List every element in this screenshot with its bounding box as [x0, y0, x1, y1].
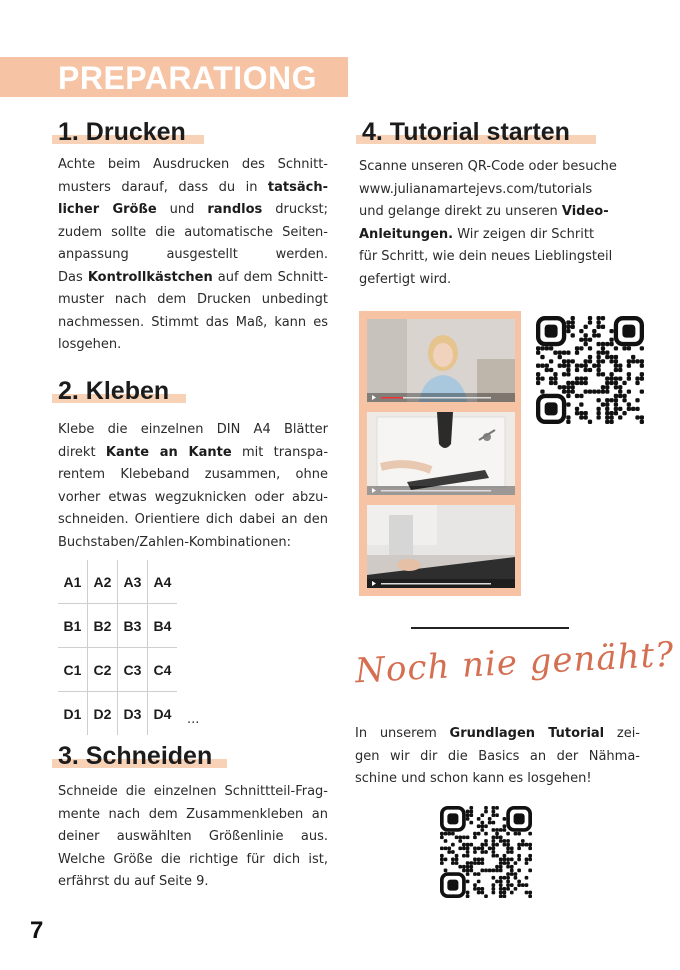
grid-cell: D4	[148, 692, 178, 736]
grid-cell: A4	[148, 560, 178, 604]
text-line: Buchstaben/Zahlen-Kombinationen:	[58, 534, 291, 550]
text-kleben	[58, 419, 328, 554]
text-line: direkt Kante an Kante mit transpa-	[58, 444, 329, 460]
grid-cell: C1	[58, 648, 88, 692]
text-drucken	[58, 154, 328, 357]
grid-cell: B2	[88, 604, 118, 648]
grid-cell: B1	[58, 604, 88, 648]
text-line: muster nach dem Drucken unbedingt	[58, 292, 328, 307]
grid-cell: D1	[58, 692, 88, 736]
page-number: 7	[30, 917, 44, 944]
text-line: erfährst du auf Seite 9.	[58, 874, 209, 889]
text-line: und gelange direkt zu unseren Video-	[359, 204, 609, 219]
text-line: rentem Klebeband zusammen, ohne	[58, 467, 328, 482]
text-line: mente nach dem Zusammenkleben an	[58, 806, 328, 822]
text-line: gen wir dir die Basics an der Nähma-	[355, 748, 640, 764]
text-basics	[355, 723, 640, 791]
text-line: vorher etwas wegzuknicken oder abzu-	[58, 489, 328, 505]
text-line: Klebe die einzelnen DIN A4 Blätter	[58, 422, 328, 437]
heading-kleben: 2. Kleben	[58, 377, 169, 406]
grid-cell: C2	[88, 648, 118, 692]
text-line: Schneide die einzelnen Schnittteil-Frag-	[58, 784, 328, 799]
text-line: losgehen.	[58, 337, 122, 352]
text-line: schneiden. Orientiere dich dabei an den	[58, 512, 328, 527]
text-line: nachmessen. Stimmt das Maß, kann es	[58, 314, 328, 330]
text-line: zudem sollte die automatische Seiten-	[58, 224, 328, 240]
grid-cell: D3	[118, 692, 148, 736]
text-line: Das Kontrollkästchen auf dem Schnitt-	[58, 269, 329, 285]
text-line: schine und schon kann es losgehen!	[355, 771, 592, 786]
grid-cell: D2	[88, 692, 118, 736]
grid-cell: B4	[148, 604, 178, 648]
grid-cell: C3	[118, 648, 148, 692]
qr-code-icon[interactable]	[440, 806, 532, 902]
text-line: gefertigt wird.	[359, 271, 452, 287]
text-line: musters darauf, dass du in tatsäch-	[58, 179, 328, 195]
grid-cell: B3	[118, 604, 148, 648]
grid-more-indicator: ...	[187, 712, 200, 727]
section-divider	[411, 627, 569, 629]
text-line: Anleitungen. Wir zeigen dir Schritt	[359, 226, 595, 242]
heading-drucken: 1. Drucken	[58, 118, 186, 147]
page-title: PREPARATIONG	[58, 60, 318, 96]
qr-code-icon[interactable]	[536, 316, 644, 428]
grid-cell: C4	[148, 648, 178, 692]
heading-schneiden: 3. Schneiden	[58, 742, 212, 771]
text-line: Welche Größe die richtige für dich ist,	[58, 851, 328, 867]
text-line: www.julianamartejevs.com/tutorials	[359, 181, 593, 197]
page-grid-table	[58, 560, 177, 735]
grid-cell: A3	[118, 560, 148, 604]
text-tutorial	[359, 156, 639, 291]
text-line: deiner auswählten Größenlinie aus.	[58, 829, 328, 844]
text-line: In unserem Grundlagen Tutorial zei-	[355, 726, 640, 741]
video-thumbnail-cutting[interactable]	[367, 412, 515, 495]
video-thumbnail-person[interactable]	[367, 319, 515, 402]
text-line: licher Größe und randlos druckst;	[58, 202, 328, 217]
text-line: für Schritt, wie dein neues Lieblingsteil	[359, 249, 613, 264]
video-thumbnail-sewing-machine[interactable]	[367, 505, 515, 588]
text-line: Achte beim Ausdrucken des Schnitt-	[58, 157, 328, 172]
video-preview-panel	[359, 311, 521, 596]
text-schneiden	[58, 781, 328, 894]
text-line: Scanne unseren QR-Code oder besuche	[359, 159, 617, 174]
heading-tutorial: 4. Tutorial starten	[362, 118, 570, 147]
text-line: anpassung ausgestellt werden.	[58, 247, 328, 262]
script-title: Noch nie genäht?	[354, 634, 676, 692]
grid-cell: A1	[58, 560, 88, 604]
grid-cell: A2	[88, 560, 118, 604]
